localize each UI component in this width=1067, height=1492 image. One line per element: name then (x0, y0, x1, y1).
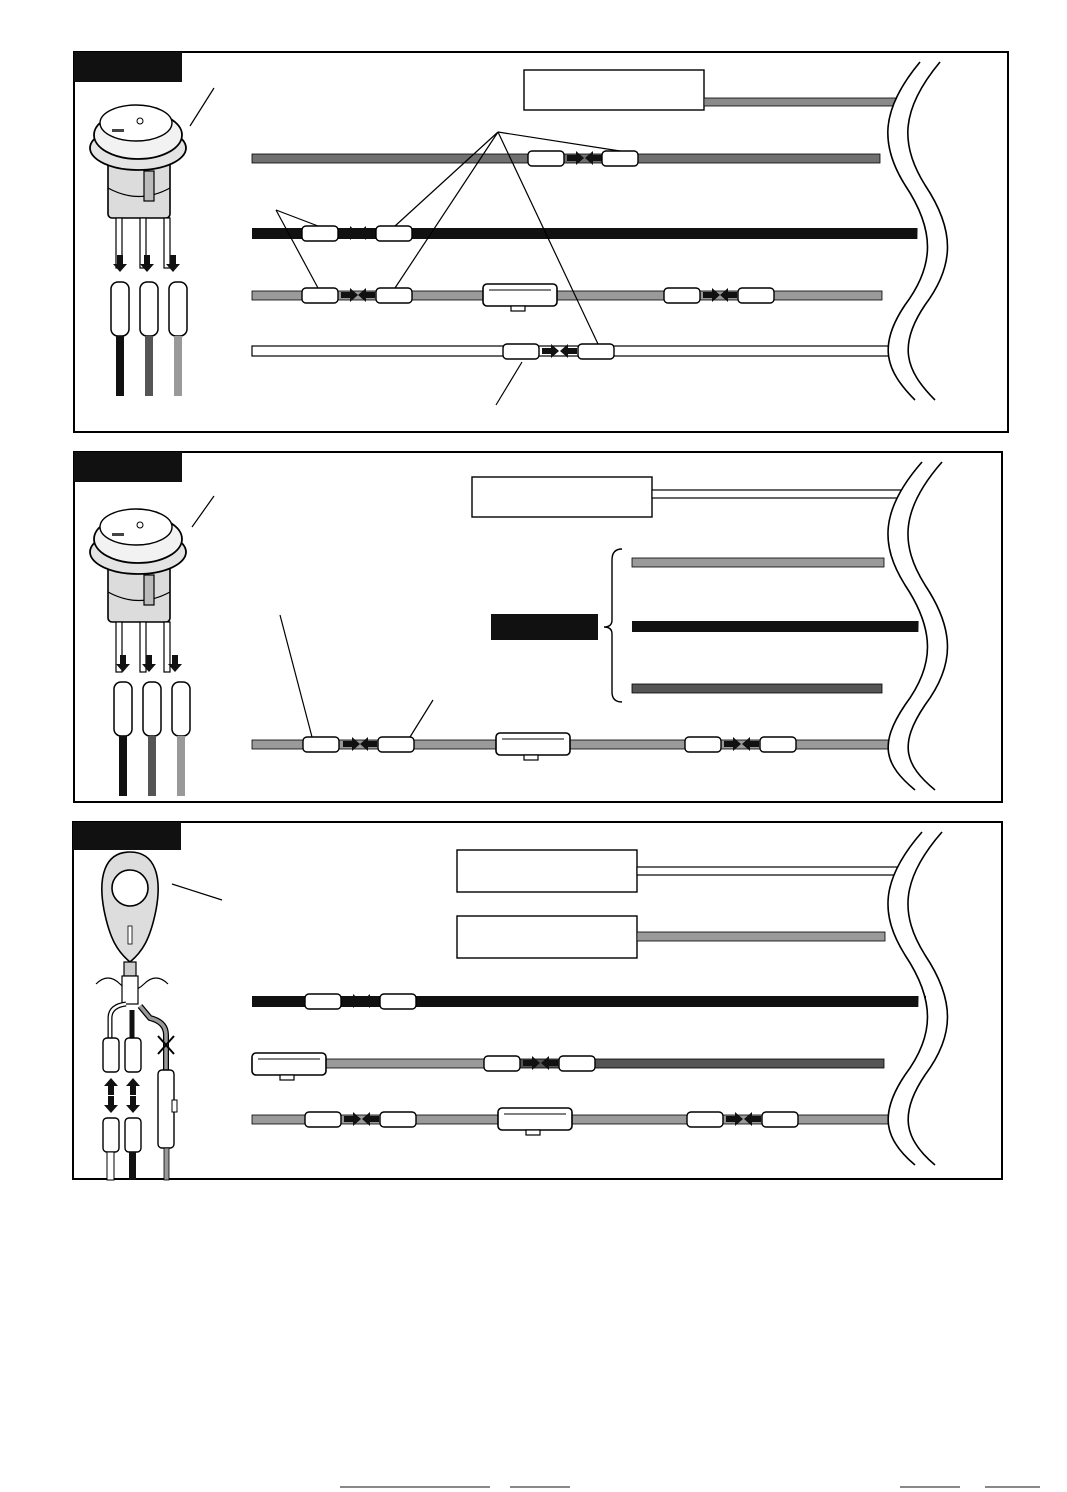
panel-2-label-box (472, 477, 652, 517)
wire-white (637, 867, 907, 875)
wire-dark-gray (632, 684, 882, 693)
bullet-connector-icon (687, 1112, 723, 1127)
bullet-connector-icon (760, 737, 796, 752)
wire-light-gray (632, 558, 884, 567)
bullet-connector-icon (528, 151, 564, 166)
panel-3-label-box-1 (457, 850, 637, 892)
bullet-connector-icon (578, 344, 614, 359)
bullet-connector-icon (303, 737, 339, 752)
bullet-connector-icon (111, 282, 187, 396)
panel-2-header-tag (74, 452, 182, 482)
bullet-connector-icon (738, 288, 774, 303)
bullet-connector-icon (114, 682, 190, 796)
bullet-connector-icon (380, 1112, 416, 1127)
bullet-connector-icon (685, 737, 721, 752)
bullet-connector-icon (376, 226, 412, 241)
panel-2-group-tag (491, 614, 598, 640)
bullet-connector-icon (484, 1056, 520, 1071)
wire-mid-gray (704, 98, 910, 106)
wire-white (652, 490, 908, 498)
wire-black (632, 621, 922, 632)
bullet-connector-icon (380, 994, 416, 1009)
panel-3-label-box-2 (457, 916, 637, 958)
bullet-connector-icon (376, 288, 412, 303)
bullet-connector-icon (559, 1056, 595, 1071)
bullet-connector-icon (305, 1112, 341, 1127)
panel-2 (74, 452, 1002, 802)
bullet-connector-icon (305, 994, 341, 1009)
panel-3-header-tag (73, 822, 181, 850)
panel-1-label-box (524, 70, 704, 110)
bullet-connector-icon (664, 288, 700, 303)
bullet-connector-icon (302, 288, 338, 303)
panel-1-header-tag (74, 52, 182, 82)
bullet-connector-icon (378, 737, 414, 752)
wire-light-gray (637, 932, 885, 941)
panel-1 (74, 52, 1008, 432)
panel-3 (73, 822, 1002, 1180)
bullet-connector-icon (762, 1112, 798, 1127)
scan-marks (340, 1486, 1040, 1488)
bullet-connector-icon (503, 344, 539, 359)
bullet-connector-icon (602, 151, 638, 166)
bullet-connector-icon (302, 226, 338, 241)
wire-mid-gray (252, 154, 880, 163)
